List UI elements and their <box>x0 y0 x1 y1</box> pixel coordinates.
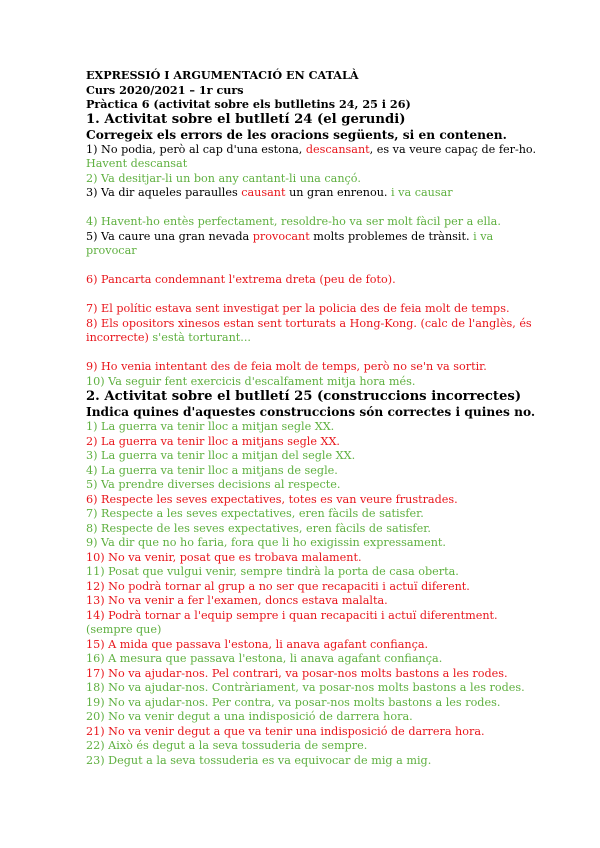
practice-line: Pràctica 6 (activitat sobre els butlletins 24, 25 i 26) <box>86 97 411 111</box>
construction-item: 18) No va ajudar-nos. Contràriament, va posar-nos molts bastons a les rodes. <box>86 681 525 694</box>
construction-item: 6) Respecte les seves expectatives, totes es van veure frustrades. <box>86 492 458 506</box>
construction-item: (sempre que) <box>86 623 162 636</box>
correction-5: provocar <box>86 244 137 257</box>
construction-item: 15) A mida que passava l'estona, li anava agafant confiança. <box>86 637 429 651</box>
section1-instruction: Corregeix els errors de les oracions següents, si en contenen. <box>86 127 507 142</box>
construction-item: 4) La guerra va tenir lloc a mitjans de segle. <box>86 463 338 477</box>
section2-instruction: Indica quines d'aquestes construccions són correctes i quines no. <box>86 405 536 419</box>
section1-heading: 1. Activitat sobre el butlletí 24 (el gerundi) <box>86 111 406 127</box>
sentence-8-cont: incorrecte) s'està torturant... <box>86 331 251 344</box>
construction-item: 12) No podrà tornar al grup a no ser que recapaciti i actuï diferent. <box>86 579 470 593</box>
construction-item: 22) Això és degut a la seva tossuderia de sempre. <box>86 739 368 752</box>
sentence-3: 3) Va dir aqueles paraulles causant un gran enrenou. i va causar <box>86 186 453 199</box>
construction-item: 1) La guerra va tenir lloc a mitjan segle XX. <box>86 420 335 433</box>
sentence-2: 2) Va desitjar-li un bon any cantant-li una cançó. <box>86 171 361 185</box>
construction-item: 8) Respecte de les seves expectatives, eren fàcils de satisfer. <box>86 521 431 535</box>
correction-1: Havent descansat <box>86 157 188 170</box>
section2-list <box>86 420 546 768</box>
sentence-1: 1) No podia, però al cap d'una estona, descansant, es va veure capaç de fer-ho. <box>86 142 537 156</box>
section2-heading: 2. Activitat sobre el butlletí 25 (construccions incorrectes) <box>86 389 522 404</box>
construction-item: 13) No va venir a fer l'examen, doncs estava malalta. <box>86 594 388 607</box>
sentence-8: 8) Els opositors xinesos estan sent torturats a Hong-Kong. (calc de l'anglès, és <box>86 316 532 330</box>
construction-item: 23) Degut a la seva tossuderia es va equivocar de mig a mig. <box>86 753 432 767</box>
construction-item: 14) Podrà tornar a l'equip sempre i quan recapaciti i actuï diferentment. <box>86 608 498 622</box>
sentence-6: 6) Pancarta condemnant l'extrema dreta (peu de foto). <box>86 273 396 286</box>
construction-item: 3) La guerra va tenir lloc a mitjan del segle XX. <box>86 449 356 462</box>
sentence-5: 5) Va caure una gran nevada provocant molts problemes de trànsit. i va <box>86 229 494 243</box>
construction-item: 16) A mesura que passava l'estona, li anava agafant confiança. <box>86 652 443 665</box>
sentence-7: 7) El polític estava sent investigat per la policia des de feia molt de temps. <box>86 302 510 315</box>
sentence-4: 4) Havent-ho entès perfectament, resoldre-ho va ser molt fàcil per a ella. <box>86 215 501 228</box>
construction-item: 2) La guerra va tenir lloc a mitjans segle XX. <box>86 434 340 448</box>
course-line: Curs 2020/2021 – 1r curs <box>86 82 244 97</box>
document-title: EXPRESSIÓ I ARGUMENTACIÓ EN CATALÀ <box>86 68 359 82</box>
document-page <box>86 68 546 768</box>
construction-item: 10) No va venir, posat que es trobava malament. <box>86 550 362 564</box>
construction-item: 19) No va ajudar-nos. Per contra, va posar-nos molts bastons a les rodes. <box>86 695 501 709</box>
construction-item: 5) Va prendre diverses decisions al respecte. <box>86 478 341 491</box>
construction-item: 9) Va dir que no ho faria, fora que li ho exigissin expressament. <box>86 536 446 549</box>
construction-item: 17) No va ajudar-nos. Pel contrari, va posar-nos molts bastons a les rodes. <box>86 666 508 680</box>
construction-item: 11) Posat que vulgui venir, sempre tindrà la porta de casa oberta. <box>86 565 459 578</box>
sentence-9: 9) Ho venia intentant des de feia molt de temps, però no se'n va sortir. <box>86 360 487 373</box>
construction-item: 20) No va venir degut a una indisposició de darrera hora. <box>86 710 413 723</box>
sentence-10: 10) Va seguir fent exercicis d'escalfament mitja hora més. <box>86 374 416 388</box>
construction-item: 7) Respecte a les seves expectatives, eren fàcils de satisfer. <box>86 507 424 520</box>
construction-item: 21) No va venir degut a que va tenir una indisposició de darrera hora. <box>86 724 485 738</box>
